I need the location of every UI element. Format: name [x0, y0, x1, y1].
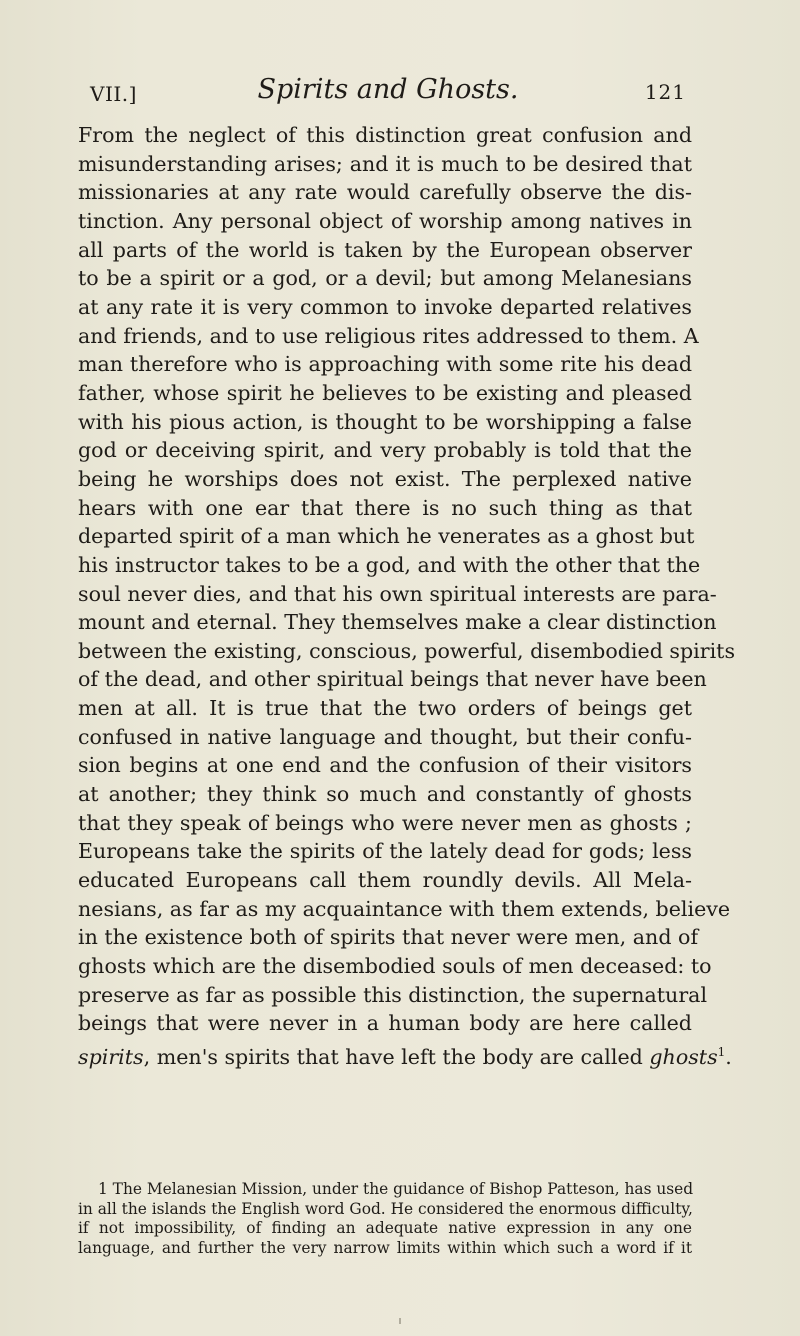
text-line: ghosts which are the disembodied souls of men deceased: to	[78, 954, 712, 979]
running-title: Spirits and Ghosts.	[257, 74, 519, 105]
text-line: his instructor takes to be a god, and with the other that the	[78, 552, 701, 577]
footnote-line: 1 The Melanesian Mission, under the guidance of Bishop Patteson, has used	[98, 1180, 694, 1198]
body-paragraph	[78, 121, 736, 1072]
footnote-line: if not impossibility, of finding an adequate native expression in any one	[78, 1219, 692, 1237]
text-line: missionaries at any rate would carefully observe the dis-	[78, 180, 692, 205]
text-line: between the existing, conscious, powerful, disembodied spirits	[78, 638, 736, 663]
italic-term-spirits: spirits	[78, 1044, 144, 1069]
text-line: nesians, as far as my acquaintance with them extends, believe	[78, 896, 731, 921]
text-line: confused in native language and thought, but their confu-	[78, 724, 692, 749]
page-number: 121	[644, 80, 686, 104]
text-line: with his pious action, is thought to be worshipping a false	[78, 409, 692, 434]
text-line: From the neglect of this distinction great confusion and	[78, 123, 692, 147]
text-line: preserve as far as possible this distinction, the supernatural	[78, 982, 708, 1007]
text-line: at another; they think so much and constantly of ghosts	[78, 782, 692, 807]
running-head	[90, 76, 686, 112]
text-line: of the dead, and other spiritual beings that never have been	[78, 667, 707, 692]
text-line: tinction. Any personal object of worship among natives in	[78, 208, 692, 233]
text-line: soul never dies, and that his own spiritual interests are para-	[78, 581, 717, 606]
text-line-final	[78, 1038, 732, 1072]
text-line: man therefore who is approaching with some rite his dead	[78, 352, 692, 377]
text-line: in the existence both of spirits that never were men, and of	[78, 925, 699, 950]
text-line: father, whose spirit he believes to be existing and pleased	[78, 380, 692, 405]
text-line: to be a spirit or a god, or a devil; but among Melanesians	[78, 266, 692, 291]
text-line: misunderstanding arises; and it is much to be desired that	[78, 151, 692, 176]
text-line: mount and eternal. They themselves make a clear distinction	[78, 610, 717, 635]
text-line: educated Europeans call them roundly devils. All Mela-	[78, 868, 692, 893]
text-line: hears with one ear that there is no such thing as that	[78, 495, 692, 520]
text-line: Europeans take the spirits of the lately dead for gods; less	[78, 839, 692, 864]
text-line: being he worships does not exist. The perplexed native	[78, 466, 692, 491]
text-line: sion begins at one end and the confusion of their visitors	[78, 753, 692, 778]
final-line-punct: .	[725, 1044, 732, 1069]
final-line-text: , men's spirits that have left the body are called	[143, 1044, 650, 1069]
text-line: all parts of the world is taken by the European observer	[78, 237, 692, 262]
text-line: at any rate it is very common to invoke departed relatives	[78, 294, 692, 319]
footnote	[78, 1180, 692, 1258]
text-line: men at all. It is true that the two orders of beings get	[78, 696, 692, 721]
text-line: and friends, and to use religious rites addressed to them. A	[78, 323, 699, 348]
text-line: god or deceiving spirit, and very probably is told that the	[78, 438, 692, 463]
footnote-line: in all the islands the English word God. He considered the enormous difficulty,	[78, 1199, 693, 1218]
paper-speck	[399, 1318, 401, 1324]
footnote-marker[interactable]: 1	[717, 1045, 726, 1059]
footnote-line: language, and further the very narrow limits within which such a word if it	[78, 1238, 692, 1257]
text-line: that they speak of beings who were never men as ghosts ;	[78, 810, 692, 835]
text-line: departed spirit of a man which he venerates as a ghost but	[78, 524, 695, 549]
italic-term-ghosts: ghosts	[649, 1044, 718, 1069]
chapter-number: VII.]	[90, 82, 137, 106]
text-line: beings that were never in a human body are here called	[78, 1011, 692, 1036]
